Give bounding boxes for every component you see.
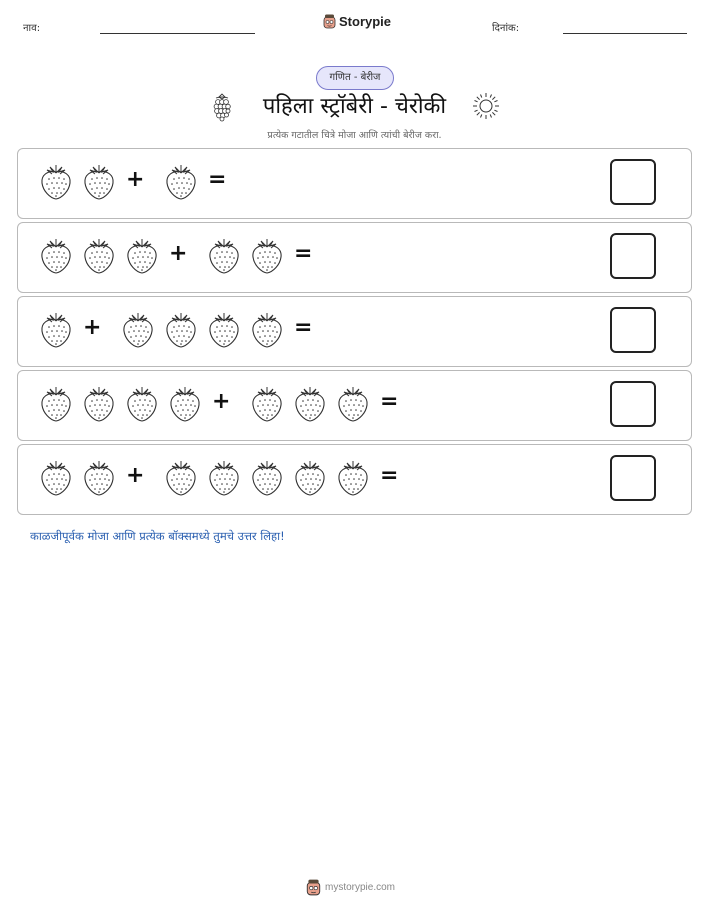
strawberry-icon bbox=[207, 237, 241, 275]
answer-box[interactable] bbox=[610, 455, 656, 501]
strawberry-icon bbox=[293, 385, 327, 423]
strawberry-icon bbox=[121, 311, 155, 349]
date-label: दिनांक: bbox=[492, 23, 520, 34]
answer-box[interactable] bbox=[610, 307, 656, 353]
footer-url: mystorypie.com bbox=[325, 882, 396, 893]
strawberry-icon bbox=[250, 459, 284, 497]
page-footer bbox=[306, 879, 395, 896]
page-subtitle: प्रत्येक गटातील चित्रे मोजा आणि त्यांची बेरीज करा. bbox=[267, 130, 442, 141]
answer-box[interactable] bbox=[610, 159, 656, 205]
equals-sign: = bbox=[294, 315, 313, 340]
strawberry-icon bbox=[125, 237, 159, 275]
sun-icon bbox=[471, 91, 501, 121]
strawberry-icon bbox=[39, 163, 73, 201]
storypie-logo-icon bbox=[306, 879, 321, 896]
equals-sign: = bbox=[380, 463, 399, 488]
instruction-text: काळजीपूर्वक मोजा आणि प्रत्येक बॉक्समध्ये तुमचे उत्तर लिहा! bbox=[30, 529, 285, 543]
strawberry-icon bbox=[250, 311, 284, 349]
strawberry-icon bbox=[39, 385, 73, 423]
worksheet-header bbox=[0, 12, 709, 42]
strawberry-icon bbox=[82, 459, 116, 497]
brand-logo bbox=[323, 14, 391, 29]
strawberry-icon bbox=[336, 459, 370, 497]
equals-sign: = bbox=[208, 167, 227, 192]
strawberry-icon bbox=[82, 163, 116, 201]
strawberry-icon bbox=[39, 459, 73, 497]
equals-sign: = bbox=[294, 241, 313, 266]
strawberry-icon bbox=[250, 237, 284, 275]
strawberry-icon bbox=[164, 459, 198, 497]
name-field[interactable] bbox=[100, 33, 255, 34]
strawberry-icon bbox=[164, 311, 198, 349]
plus-sign: + bbox=[83, 315, 102, 340]
strawberry-icon bbox=[250, 385, 284, 423]
strawberry-icon bbox=[336, 385, 370, 423]
storypie-logo-icon bbox=[323, 14, 336, 29]
answer-box[interactable] bbox=[610, 233, 656, 279]
category-badge: गणित - बेरीज bbox=[316, 66, 394, 90]
strawberry-icon bbox=[164, 163, 198, 201]
brand-name: Storypie bbox=[339, 14, 392, 29]
page-title: पहिला स्ट्रॉबेरी - चेरोकी bbox=[262, 94, 447, 119]
plus-sign: + bbox=[169, 241, 188, 266]
problem-row bbox=[17, 296, 692, 367]
strawberry-icon bbox=[168, 385, 202, 423]
strawberry-icon bbox=[39, 237, 73, 275]
strawberry-icon bbox=[207, 311, 241, 349]
problem-row bbox=[17, 370, 692, 441]
problem-row bbox=[17, 222, 692, 293]
answer-box[interactable] bbox=[610, 381, 656, 427]
plus-sign: + bbox=[126, 167, 145, 192]
strawberry-icon bbox=[293, 459, 327, 497]
name-label: नाव: bbox=[23, 23, 41, 34]
problem-row bbox=[17, 444, 692, 515]
strawberry-icon bbox=[82, 385, 116, 423]
date-field[interactable] bbox=[563, 33, 687, 34]
problem-row bbox=[17, 148, 692, 219]
strawberry-icon bbox=[82, 237, 116, 275]
plus-sign: + bbox=[126, 463, 145, 488]
strawberry-icon bbox=[207, 459, 241, 497]
strawberry-icon bbox=[39, 311, 73, 349]
title-row bbox=[0, 88, 709, 124]
plus-sign: + bbox=[212, 389, 231, 414]
strawberry-icon bbox=[125, 385, 159, 423]
equals-sign: = bbox=[380, 389, 399, 414]
